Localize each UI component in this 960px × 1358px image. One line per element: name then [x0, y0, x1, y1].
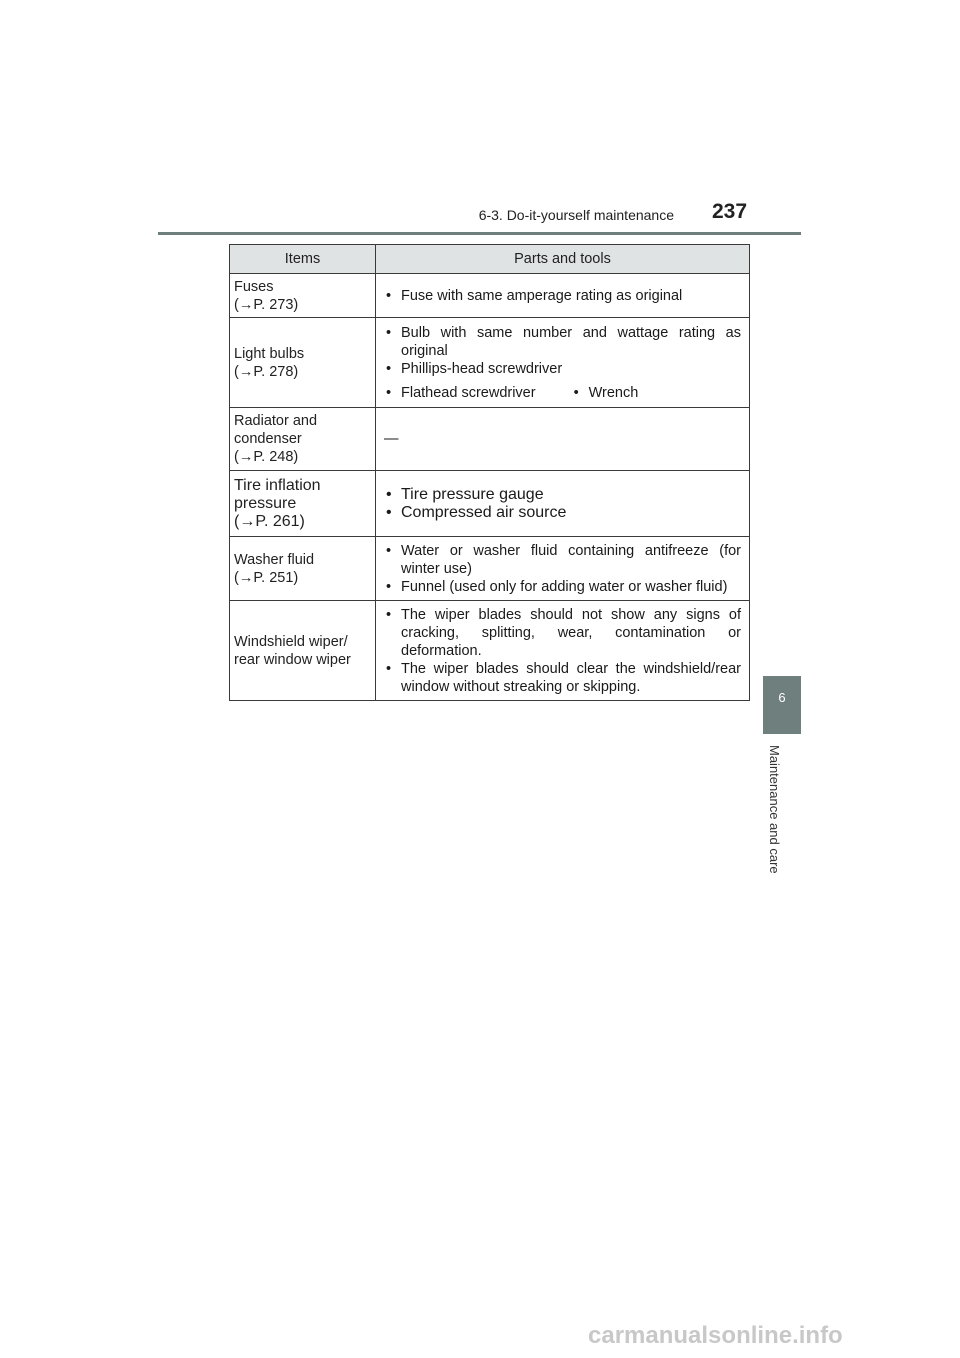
list-item: • Wrench	[572, 384, 639, 402]
chapter-title: Maintenance and care	[767, 745, 782, 874]
parts-and-tools-table	[229, 244, 750, 701]
table-row	[230, 408, 750, 471]
chapter-tab	[763, 676, 801, 734]
header-divider	[158, 232, 801, 235]
page-reference: (→P. 273)	[234, 296, 299, 313]
item-name: Fuses	[234, 278, 274, 295]
item-name-line-2: pressure	[234, 494, 297, 512]
header-items: Items	[230, 245, 376, 274]
item-name: Light bulbs	[234, 345, 305, 362]
parts-cell	[376, 601, 750, 701]
table-row	[230, 318, 750, 408]
header-parts-and-tools: Parts and tools	[376, 245, 750, 274]
section-title: 6-3. Do-it-yourself maintenance	[478, 207, 674, 223]
parts-cell-empty	[376, 408, 750, 471]
page-reference: (→P. 278)	[234, 363, 299, 380]
dash-placeholder: —	[384, 431, 399, 447]
watermark: carmanualsonline.info	[588, 1322, 843, 1349]
list-item: • Water or washer fluid containing antifreeze (for winter use)	[384, 542, 741, 578]
inline-list	[384, 384, 741, 402]
parts-cell	[376, 274, 750, 318]
item-name-line-1: Radiator and	[234, 413, 318, 429]
item-name: Washer fluid	[234, 551, 315, 568]
table-row	[230, 601, 750, 701]
item-name-line-1: Tire inflation	[234, 476, 321, 494]
list-item: • Bulb with same number and wattage rating as original	[384, 324, 741, 360]
list-item: • Phillips-head screwdriver	[384, 360, 741, 378]
page-reference: (→P. 261)	[234, 512, 305, 530]
page-reference: (→P. 248)	[234, 449, 299, 465]
table-header-row	[230, 245, 750, 274]
list-item: • The wiper blades should not show any signs of cracking, splitting, wear, contamination or deformation.	[384, 606, 741, 660]
item-cell	[230, 318, 376, 408]
table-row	[230, 537, 750, 601]
item-cell	[230, 408, 376, 471]
item-cell	[230, 601, 376, 701]
list-item: • Compressed air source	[384, 504, 741, 522]
list-item: • Funnel (used only for adding water or washer fluid)	[384, 578, 741, 596]
page-reference: (→P. 251)	[234, 569, 299, 586]
parts-cell	[376, 318, 750, 408]
page-number: 237	[712, 200, 748, 223]
parts-cell	[376, 537, 750, 601]
chapter-number: 6	[778, 690, 786, 705]
list-item: • Fuse with same amperage rating as original	[384, 287, 741, 305]
item-name-line-2: condenser	[234, 431, 302, 447]
list-item: • Flathead screwdriver	[384, 384, 536, 402]
item-name-line-2: rear window wiper	[234, 651, 351, 668]
list-item: • The wiper blades should clear the windshield/rear window without streaking or skipping.	[384, 660, 741, 696]
item-cell	[230, 274, 376, 318]
list-item: • Tire pressure gauge	[384, 486, 741, 504]
item-cell	[230, 537, 376, 601]
parts-cell	[376, 471, 750, 537]
item-name-line-1: Windshield wiper/	[234, 633, 348, 650]
table-row	[230, 471, 750, 537]
table-row	[230, 274, 750, 318]
item-cell	[230, 471, 376, 537]
